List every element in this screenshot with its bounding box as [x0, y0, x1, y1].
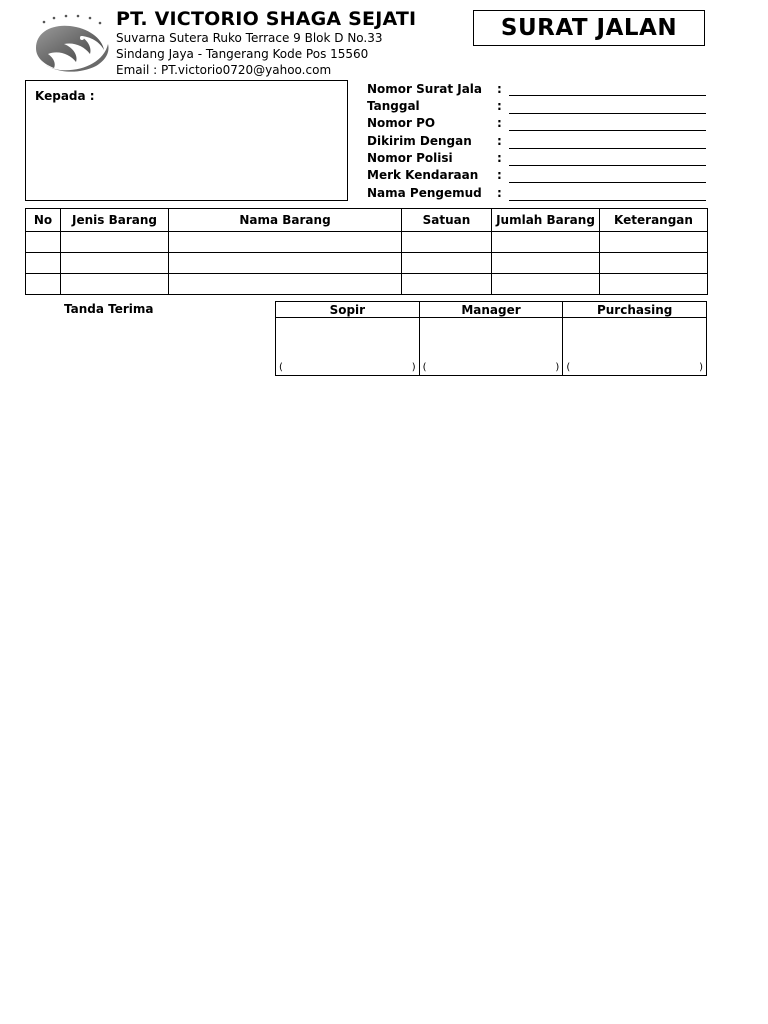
signature-table	[275, 301, 707, 376]
meta-field-merk-kendaraan[interactable]	[509, 182, 706, 183]
table-cell[interactable]	[169, 232, 402, 253]
table-cell[interactable]	[402, 253, 492, 274]
open-paren: (	[566, 362, 571, 373]
column-header-nama-barang: Nama Barang	[169, 209, 402, 232]
company-name: PT. VICTORIO SHAGA SEJATI	[116, 8, 417, 30]
items-table-header	[26, 209, 708, 232]
meta-field-tanggal[interactable]	[509, 113, 706, 114]
table-cell[interactable]	[26, 253, 61, 274]
table-cell[interactable]	[402, 232, 492, 253]
table-cell[interactable]	[26, 232, 61, 253]
meta-colon: :	[497, 151, 502, 165]
eagle-logo-icon	[30, 14, 110, 76]
open-paren: (	[422, 362, 427, 373]
close-paren: )	[555, 362, 560, 373]
table-row	[26, 253, 708, 274]
meta-label-nomor-polisi: Nomor Polisi	[367, 151, 453, 165]
column-header-jumlah-barang: Jumlah Barang	[492, 209, 600, 232]
table-cell[interactable]	[26, 274, 61, 295]
meta-colon: :	[497, 99, 502, 113]
meta-colon: :	[497, 186, 502, 200]
items-table	[25, 208, 708, 295]
meta-label-merk-kendaraan: Merk Kendaraan	[367, 168, 479, 182]
meta-field-nomor-surat-jalan[interactable]	[509, 95, 706, 96]
company-address-line2: Sindang Jaya - Tangerang Kode Pos 15560	[116, 47, 369, 61]
signature-header-purchasing: Purchasing	[563, 302, 707, 318]
open-paren: (	[279, 362, 283, 373]
table-cell[interactable]	[492, 274, 600, 295]
column-header-satuan: Satuan	[402, 209, 492, 232]
table-cell[interactable]	[600, 232, 708, 253]
table-cell[interactable]	[402, 274, 492, 295]
signature-box-sopir[interactable]	[276, 318, 420, 376]
receipt-label: Tanda Terima	[64, 302, 154, 316]
column-header-no: No	[26, 209, 61, 232]
meta-field-dikirim-dengan[interactable]	[509, 148, 706, 149]
document-title: SURAT JALAN	[473, 10, 705, 46]
company-address-line1: Suvarna Sutera Ruko Terrace 9 Blok D No.33	[116, 31, 383, 45]
meta-label-nama-pengemudi: Nama Pengemud	[367, 186, 482, 200]
signature-row	[276, 318, 707, 376]
signature-box-manager[interactable]	[419, 318, 563, 376]
table-row	[26, 232, 708, 253]
table-row	[26, 274, 708, 295]
table-cell[interactable]	[492, 232, 600, 253]
table-cell[interactable]	[61, 253, 169, 274]
table-cell[interactable]	[169, 253, 402, 274]
close-paren: )	[699, 362, 703, 373]
meta-label-tanggal: Tanggal	[367, 99, 420, 113]
column-header-jenis-barang: Jenis Barang	[61, 209, 169, 232]
table-cell[interactable]	[61, 274, 169, 295]
meta-field-nomor-polisi[interactable]	[509, 165, 706, 166]
meta-colon: :	[497, 134, 502, 148]
table-cell[interactable]	[492, 253, 600, 274]
meta-colon: :	[497, 168, 502, 182]
meta-label-dikirim-dengan: Dikirim Dengan	[367, 134, 472, 148]
recipient-box[interactable]	[25, 80, 348, 201]
column-header-keterangan: Keterangan	[600, 209, 708, 232]
signature-header-manager: Manager	[419, 302, 563, 318]
meta-label-nomor-surat-jalan: Nomor Surat Jala	[367, 82, 483, 96]
table-cell[interactable]	[600, 253, 708, 274]
meta-colon: :	[497, 82, 502, 96]
table-cell[interactable]	[600, 274, 708, 295]
signature-header-sopir: Sopir	[276, 302, 420, 318]
meta-field-nomor-po[interactable]	[509, 130, 706, 131]
signature-box-purchasing[interactable]	[563, 318, 707, 376]
recipient-label: Kepada :	[35, 89, 95, 103]
company-email: Email : PT.victorio0720@yahoo.com	[116, 63, 332, 77]
meta-label-nomor-po: Nomor PO	[367, 116, 436, 130]
meta-field-nama-pengemudi[interactable]	[509, 200, 706, 201]
signature-header-row	[276, 302, 707, 318]
table-cell[interactable]	[169, 274, 402, 295]
close-paren: )	[411, 362, 416, 373]
table-cell[interactable]	[61, 232, 169, 253]
meta-colon: :	[497, 116, 502, 130]
